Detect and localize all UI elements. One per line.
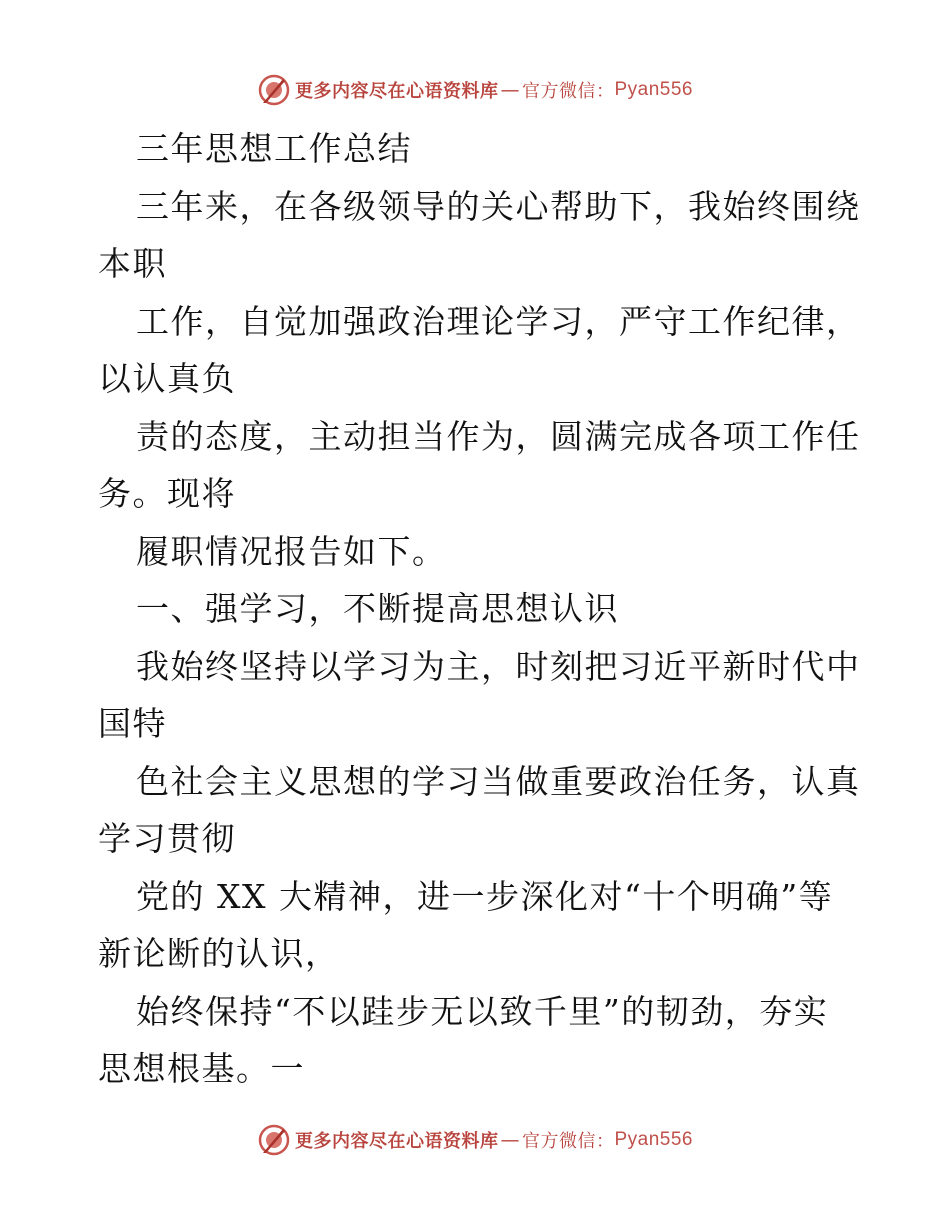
footer-watermark-banner <box>0 1120 950 1160</box>
paragraph-line: 以认真负 <box>98 359 236 398</box>
banner-wechat-label: 官方微信： <box>521 81 615 102</box>
paragraph-line: 色社会主义思想的学习当做重要政治任务，认真 <box>136 761 861 801</box>
paragraph-line: 三年来，在各级领导的关心帮助下，我始终围绕 <box>136 186 861 226</box>
header-watermark-banner <box>0 70 950 110</box>
paragraph-line: 履职情况报告如下。 <box>136 531 447 571</box>
section-heading: 一、强学习，不断提高思想认识 <box>136 589 619 628</box>
paragraph-line: 始终保持“不以跬步无以致千里”的韧劲，夯实 <box>136 991 829 1031</box>
quill-logo-icon <box>257 73 291 107</box>
paragraph-line: 学习贯彻 <box>98 819 236 858</box>
paragraph-line: 我始终坚持以学习为主，时刻把习近平新时代中 <box>136 646 861 686</box>
paragraph-line: 国特 <box>98 704 167 743</box>
paragraph-line: 工作，自觉加强政治理论学习，严守工作纪律， <box>136 301 861 341</box>
banner-site-text: 更多内容尽在心语资料库 <box>294 1131 499 1152</box>
document-title: 三年思想工作总结 <box>136 129 412 168</box>
banner-separator: — <box>500 1129 520 1151</box>
paragraph-line: 务。现将 <box>98 474 236 513</box>
banner-separator: — <box>500 79 520 101</box>
banner-site-text: 更多内容尽在心语资料库 <box>294 81 499 102</box>
document-body <box>98 120 861 1098</box>
banner-wechat-id: Pyan556 <box>614 79 693 100</box>
quill-logo-icon <box>257 1123 291 1157</box>
banner-wechat-label: 官方微信： <box>521 1131 615 1152</box>
paragraph-line: 思想根基。一 <box>98 1049 305 1088</box>
paragraph-line: 新论断的认识， <box>98 934 340 973</box>
paragraph-line: 党的 XX 大精神，进一步深化对“十个明确”等 <box>136 876 834 916</box>
paragraph-line: 本职 <box>98 244 167 283</box>
banner-wechat-id: Pyan556 <box>614 1129 693 1150</box>
paragraph-line: 责的态度，主动担当作为，圆满完成各项工作任 <box>136 416 861 456</box>
